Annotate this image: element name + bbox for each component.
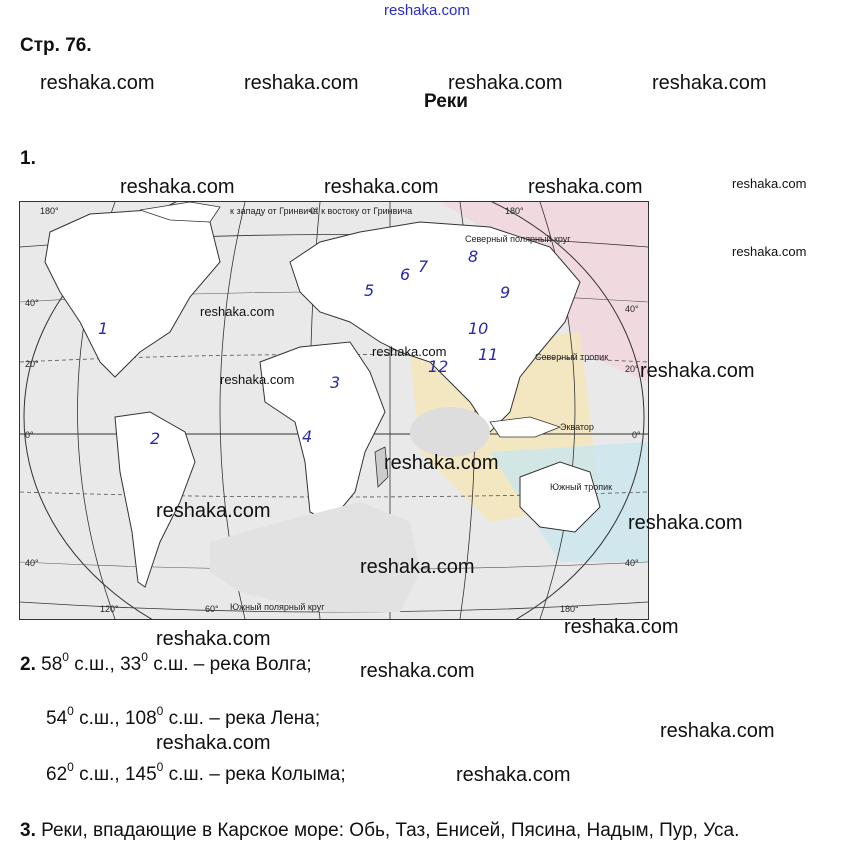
tick-label: 0° [632, 430, 641, 440]
watermark: reshaka.com [384, 452, 499, 474]
river-number: 6 [400, 265, 411, 284]
river-number: 5 [364, 281, 375, 300]
coord-text: с.ш., [73, 764, 125, 785]
coord: 145 [124, 764, 157, 785]
watermark: reshaka.com [360, 556, 475, 578]
river-number: 8 [468, 247, 479, 266]
watermark: reshaka.com [200, 304, 275, 319]
watermark: reshaka.com [156, 500, 271, 522]
river-number: 9 [500, 283, 511, 302]
coord: 54 [46, 708, 68, 729]
coord: 62 [46, 764, 68, 785]
task-3-number: 3. [20, 820, 36, 841]
tick-label: 120° [100, 604, 119, 614]
page-title: Реки [424, 91, 468, 112]
blur-patch [410, 407, 490, 457]
watermark: reshaka.com [652, 72, 767, 94]
watermark: reshaka.com [456, 764, 571, 786]
watermark: reshaka.com [628, 512, 743, 534]
river-number: 7 [418, 257, 429, 276]
degree-sup: 0 [156, 703, 164, 718]
label-east: 0° к востоку от Гринвича [310, 206, 413, 216]
tick-label: 180° [505, 206, 524, 216]
label-tropic-cancer: Северный тропик [535, 352, 609, 362]
river-number: 11 [478, 345, 499, 364]
river-answer: с.ш. – река Волга; [147, 654, 312, 675]
watermark: reshaka.com [120, 176, 235, 198]
task-2-line-3 [46, 759, 346, 786]
degree-sup: 0 [141, 649, 148, 664]
river-number: 3 [330, 373, 341, 392]
task-2-number: 2. [20, 654, 36, 675]
task-2-line-2 [46, 703, 321, 730]
coord-text: с.ш., [73, 708, 125, 729]
label-tropic-capricorn: Южный тропик [550, 482, 613, 492]
tick-label: 20° [25, 359, 39, 369]
watermark: reshaka.com [564, 616, 679, 638]
river-number: 10 [468, 319, 489, 338]
world-map [19, 201, 649, 620]
watermark: reshaka.com [360, 660, 475, 682]
watermark: reshaka.com [732, 176, 807, 191]
watermark: reshaka.com [372, 344, 447, 359]
label-west: к западу от Гринвича [230, 206, 319, 216]
watermark: reshaka.com [448, 72, 563, 94]
tick-label: 20° [625, 364, 639, 374]
page-number: Стр. 76. [20, 35, 92, 56]
river-number: 1 [98, 319, 109, 338]
task-2-line-1 [20, 649, 312, 676]
task-1-number: 1. [20, 148, 36, 169]
task-3 [20, 820, 739, 842]
tick-label: 0° [25, 430, 34, 440]
tick-label: 180° [560, 604, 579, 614]
river-answer: с.ш. – река Лена; [163, 708, 321, 729]
coord: 58 [41, 654, 63, 675]
river-answer: с.ш. – река Колыма; [163, 764, 346, 785]
river-number: 12 [428, 357, 449, 376]
coord: 108 [124, 708, 157, 729]
watermark: reshaka.com [244, 72, 359, 94]
degree-sup: 0 [62, 649, 69, 664]
watermark: reshaka.com [156, 628, 271, 650]
tick-label: 40° [625, 558, 639, 568]
watermark: reshaka.com [640, 360, 755, 382]
coord: 33 [120, 654, 142, 675]
task-3-text: Реки, впадающие в Карское море: Обь, Таз, Енисей, Пясина, Надым, Пур, Уса. [35, 820, 740, 841]
tick-label: 180° [40, 206, 59, 216]
label-equator: Экватор [560, 422, 594, 432]
watermark: reshaka.com [660, 720, 775, 742]
label-arctic-circle: Северный полярный круг [465, 234, 571, 244]
degree-sup: 0 [156, 759, 164, 774]
watermark: reshaka.com [324, 176, 439, 198]
river-number: 2 [150, 429, 161, 448]
tick-label: 40° [625, 304, 639, 314]
degree-sup: 0 [67, 759, 74, 774]
river-number: 4 [302, 427, 313, 446]
watermark: reshaka.com [528, 176, 643, 198]
watermark: reshaka.com [732, 244, 807, 259]
continent-north-america [45, 210, 220, 377]
watermark: reshaka.com [40, 72, 155, 94]
label-antarctic-circle: Южный полярный круг [230, 602, 325, 612]
degree-sup: 0 [67, 703, 74, 718]
world-map-drawing [20, 202, 648, 619]
coord-text: с.ш., [68, 654, 121, 675]
watermark: reshaka.com [220, 372, 295, 387]
top-watermark: reshaka.com [384, 2, 470, 19]
tick-label: 60° [205, 604, 219, 614]
watermark: reshaka.com [156, 732, 271, 754]
tick-label: 40° [25, 298, 39, 308]
continent-africa [260, 342, 385, 522]
tick-label: 40° [25, 558, 39, 568]
